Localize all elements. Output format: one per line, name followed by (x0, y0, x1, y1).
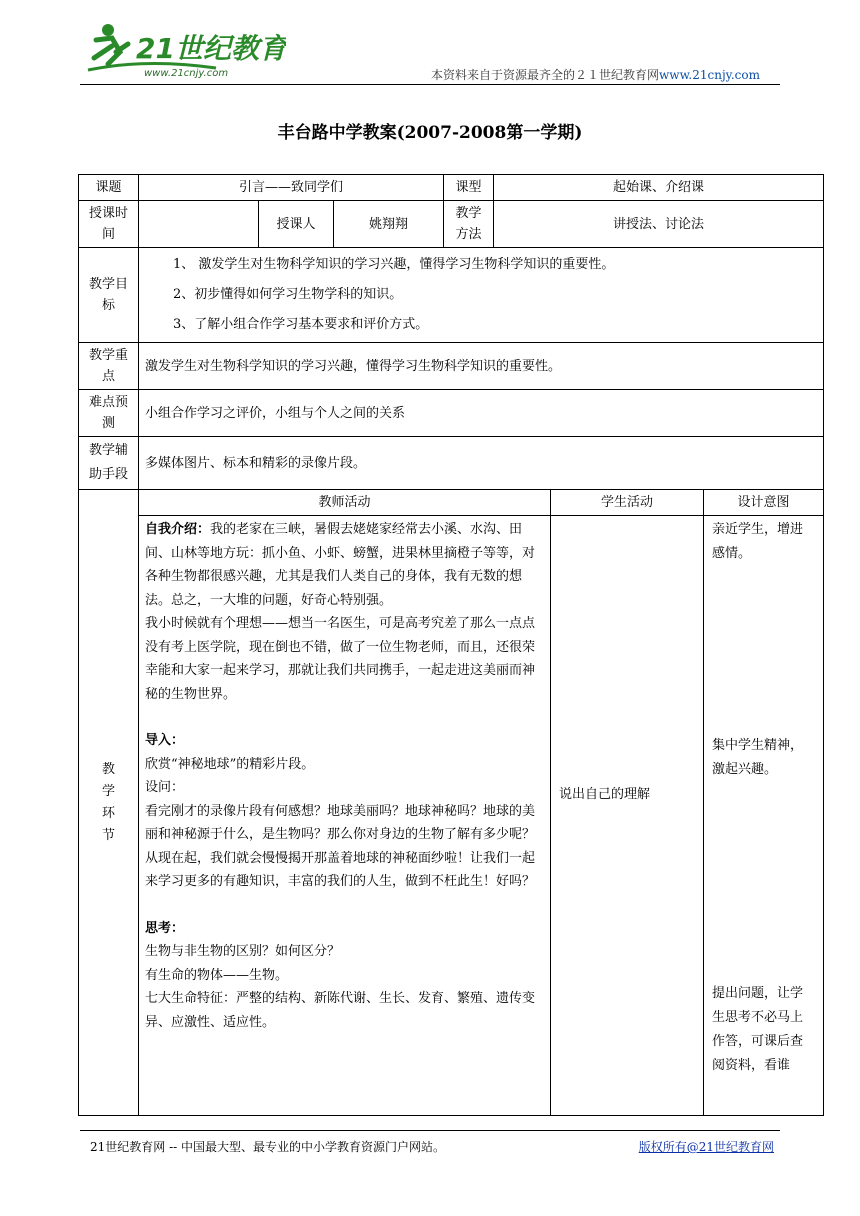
header-note (431, 66, 760, 83)
think-traits: 七大生命特征：严整的结构、新陈代谢、生长、发育、繁殖、遗传变异、应激性、适应性。 (145, 991, 536, 1030)
page-title: 丰台路中学教案(2007-2008第一学期) (277, 123, 583, 143)
ask-text-2: 从现在起，我们就会慢慢揭开那盖着地球的神秘面纱啦！让我们一起来学习更多的有趣知识，丰富的我们的人生，做到不枉此生！好吗？ (145, 850, 536, 889)
intro-para: 自我介绍：我的老家在三峡，暑假去姥姥家经常去小溪、水沟、田间、山林等地方玩：抓小鱼、小虾、螃蟹，进果林里摘橙子等等，对各种生物都很感兴趣，尤其是我们人类自己的身体，我有无数的想法。总之，一大堆的问题，好奇心特别强。 (145, 522, 536, 608)
col-design: 设计意图 (704, 490, 824, 516)
difficulty-label: 难点预测 (79, 390, 139, 437)
aids-label: 教学辅助手段 (79, 437, 139, 490)
row-aids (79, 437, 824, 490)
topic-label: 课题 (79, 175, 139, 201)
focus-value: 激发学生对生物科学知识的学习兴趣，懂得学习生物科学知识的重要性。 (139, 343, 824, 390)
design-note-3: 提出问题，让学生思考不必马上作答，可课后查阅资料，看谁 (712, 986, 804, 1073)
goal-item: 2、初步懂得如何学习生物学科的知识。 (173, 287, 403, 302)
design-note-1: 亲近学生，增进感情。 (712, 522, 804, 561)
ask-text: 看完刚才的录像片段有何感想？地球美丽吗？地球神秘吗？地球的美丽和神秘源于什么，是生物吗？那么你对身边的生物了解有多少呢？ (145, 803, 536, 842)
focus-label: 教学重点 (79, 343, 139, 390)
header-divider (80, 84, 780, 85)
goals-label: 教学目标 (79, 248, 139, 343)
lesson-plan-table (78, 174, 824, 1116)
goals-list (139, 248, 824, 343)
row-focus (79, 343, 824, 390)
row-process-head (79, 490, 824, 516)
teacher-activity (139, 516, 551, 1116)
design-note-2: 集中学生精神，激起兴趣。 (712, 738, 804, 777)
method-value: 讲授法、讨论法 (494, 201, 824, 248)
intro-heading: 自我介绍： (145, 522, 211, 537)
teacher-label: 授课人 (259, 201, 334, 248)
row-topic (79, 175, 824, 201)
process-label: 教学环节 (79, 490, 139, 1116)
type-label: 课型 (444, 175, 494, 201)
student-activity (551, 516, 704, 1116)
row-difficulty (79, 390, 824, 437)
think-answer: 有生命的物体——生物。 (145, 967, 289, 983)
header-note-prefix: 本资料来自于资源最齐全的２１世纪教育网 (431, 68, 660, 82)
logo-text: 21世纪教育 (136, 32, 286, 65)
method-label: 教学方法 (444, 201, 494, 248)
col-student: 学生活动 (551, 490, 704, 516)
aids-value: 多媒体图片、标本和精彩的录像片段。 (139, 437, 824, 490)
student-response: 说出自己的理解 (559, 787, 651, 802)
time-label: 授课时间 (79, 201, 139, 248)
row-process-body (79, 516, 824, 1116)
row-goals (79, 248, 824, 343)
time-value (139, 201, 259, 248)
lead-heading: 导入： (145, 733, 185, 748)
footer-text: 21世纪教育网 -- 中国最大型、最专业的中小学教育资源门户网站。 (90, 1140, 446, 1154)
think-heading: 思考： (145, 920, 185, 936)
topic-value: 引言——致同学们 (139, 175, 444, 201)
footer-divider (80, 1130, 780, 1131)
site-logo (86, 18, 286, 80)
type-value: 起始课、介绍课 (494, 175, 824, 201)
logo-url: www.21cnjy.com (144, 68, 229, 79)
lead-text: 欣赏“神秘地球”的精彩片段。 (145, 756, 315, 772)
design-intent (704, 516, 824, 1116)
col-teacher: 教师活动 (139, 490, 551, 516)
row-time (79, 201, 824, 248)
teacher-value: 姚翔翔 (334, 201, 444, 248)
footer-copyright-link[interactable]: 版权所有@21世纪教育网 (638, 1140, 774, 1154)
goal-item: 1、 激发学生对生物科学知识的学习兴趣，懂得学习生物科学知识的重要性。 (173, 257, 615, 272)
dream-para: 我小时候就有个理想——想当一名医生，可是高考究差了那么一点点没有考上医学院，现在倒也不错，做了一位生物老师，而且，还很荣幸能和大家一起来学习，那就让我们共同携手，一起走进这美丽而神秘的生物世界。 (145, 616, 536, 702)
goal-item: 3、了解小组合作学习基本要求和评价方式。 (173, 317, 429, 332)
header-note-site[interactable]: www.21cnjy.com (659, 68, 760, 82)
ask-heading: 设问： (145, 780, 185, 795)
think-question: 生物与非生物的区别？如何区分？ (145, 944, 341, 959)
difficulty-value: 小组合作学习之评价，小组与个人之间的关系 (139, 390, 824, 437)
